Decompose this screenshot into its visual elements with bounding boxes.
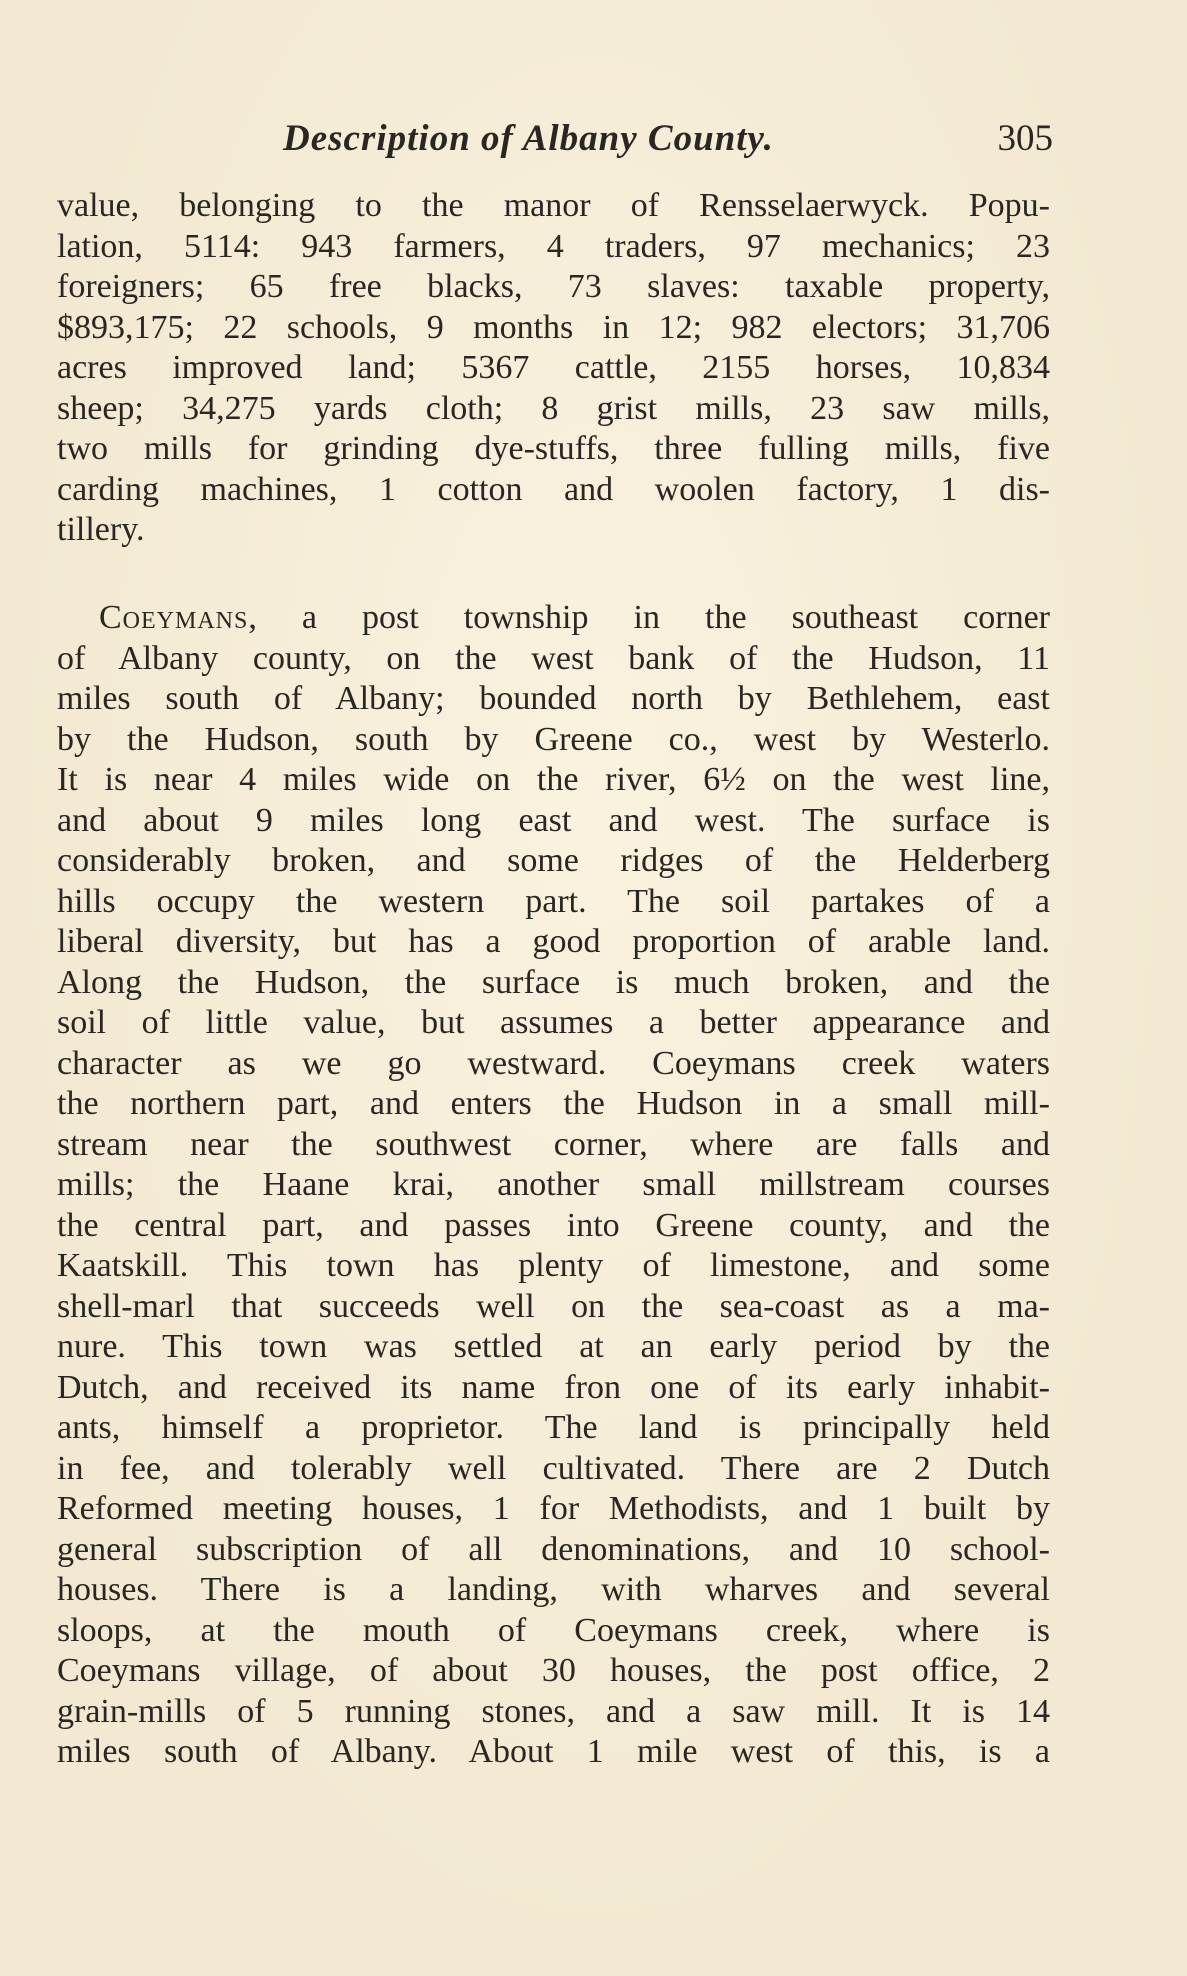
text-line: grain-mills of 5 running stones, and a saw mill. It is 14 [57,1692,1050,1730]
text-line: It is near 4 miles wide on the river, 6½ on the west line, [57,761,1050,798]
text-line: sheep; 34,275 yards cloth; 8 grist mills, 23 saw mills, [57,389,1050,427]
text-line: Along the Hudson, the surface is much broken, and the [57,963,1050,1001]
text-line: tillery. [57,511,145,548]
text-line: lation, 5114: 943 farmers, 4 traders, 97 mechanics; 23 [57,227,1050,265]
text-line: nure. This town was settled at an early period by the [57,1328,1050,1365]
text-line: $893,175; 22 schools, 9 months in 12; 982 electors; 31,706 [57,308,1050,346]
text-line: the northern part, and enters the Hudson in a small mill- [57,1085,1050,1122]
text-line: miles south of Albany. About 1 mile west of this, is a [57,1733,1050,1770]
running-title: Description of Albany County. [283,118,774,159]
text-line: hills occupy the western part. The soil partakes of a [57,882,1050,920]
text-line: carding machines, 1 cotton and woolen factory, 1 dis- [57,470,1050,508]
text-line: soil of little value, but assumes a better appearance and [57,1004,1050,1041]
text-line: two mills for grinding dye-stuffs, three fulling mills, five [57,430,1050,467]
text-line: the central part, and passes into Greene county, and the [57,1206,1050,1244]
text-line: liberal diversity, but has a good proportion of arable land. [57,923,1050,960]
text-line: houses. There is a landing, with wharves and several [57,1571,1050,1608]
text-line: in fee, and tolerably well cultivated. There are 2 Dutch [57,1449,1050,1487]
text-line: stream near the southwest corner, where are falls and [57,1125,1050,1163]
text-line: value, belonging to the manor of Rensselaerwyck. Popu- [57,187,1050,224]
text-line-first [57,598,1050,639]
lead-word: Coeymans [99,599,249,636]
text-line: considerably broken, and some ridges of the Helderberg [57,842,1050,879]
text-line: Coeymans village, of about 30 houses, the post office, 2 [57,1652,1050,1689]
text-line: foreigners; 65 free blacks, 73 slaves: taxable property, [57,268,1050,305]
text-line: acres improved land; 5367 cattle, 2155 horses, 10,834 [57,349,1050,386]
page-header [283,117,1053,167]
text-line: general subscription of all denominations, and 10 school- [57,1530,1050,1568]
text-line: by the Hudson, south by Greene co., west by Westerlo. [57,720,1050,758]
paragraph-rensselaerwyck [57,186,1050,551]
text-line: character as we go westward. Coeymans creek waters [57,1044,1050,1082]
lead-line-rest: , a post township in the southeast corner [248,599,1050,636]
text-line: and about 9 miles long east and west. The surface is [57,801,1050,839]
text-line: sloops, at the mouth of Coeymans creek, where is [57,1611,1050,1649]
text-line: Dutch, and received its name fron one of its early inhabit- [57,1368,1050,1406]
text-line: shell-marl that succeeds well on the sea-coast as a ma- [57,1287,1050,1325]
text-line: ants, himself a proprietor. The land is principally held [57,1409,1050,1446]
text-line: Reformed meeting houses, 1 for Methodists, and 1 built by [57,1490,1050,1527]
text-line: Kaatskill. This town has plenty of limestone, and some [57,1247,1050,1284]
paragraph-coeymans [57,598,1050,1773]
text-line: mills; the Haane krai, another small millstream courses [57,1166,1050,1203]
text-line: miles south of Albany; bounded north by Bethlehem, east [57,680,1050,717]
text-line: of Albany county, on the west bank of the Hudson, 11 [57,639,1050,677]
page-number: 305 [997,118,1053,159]
